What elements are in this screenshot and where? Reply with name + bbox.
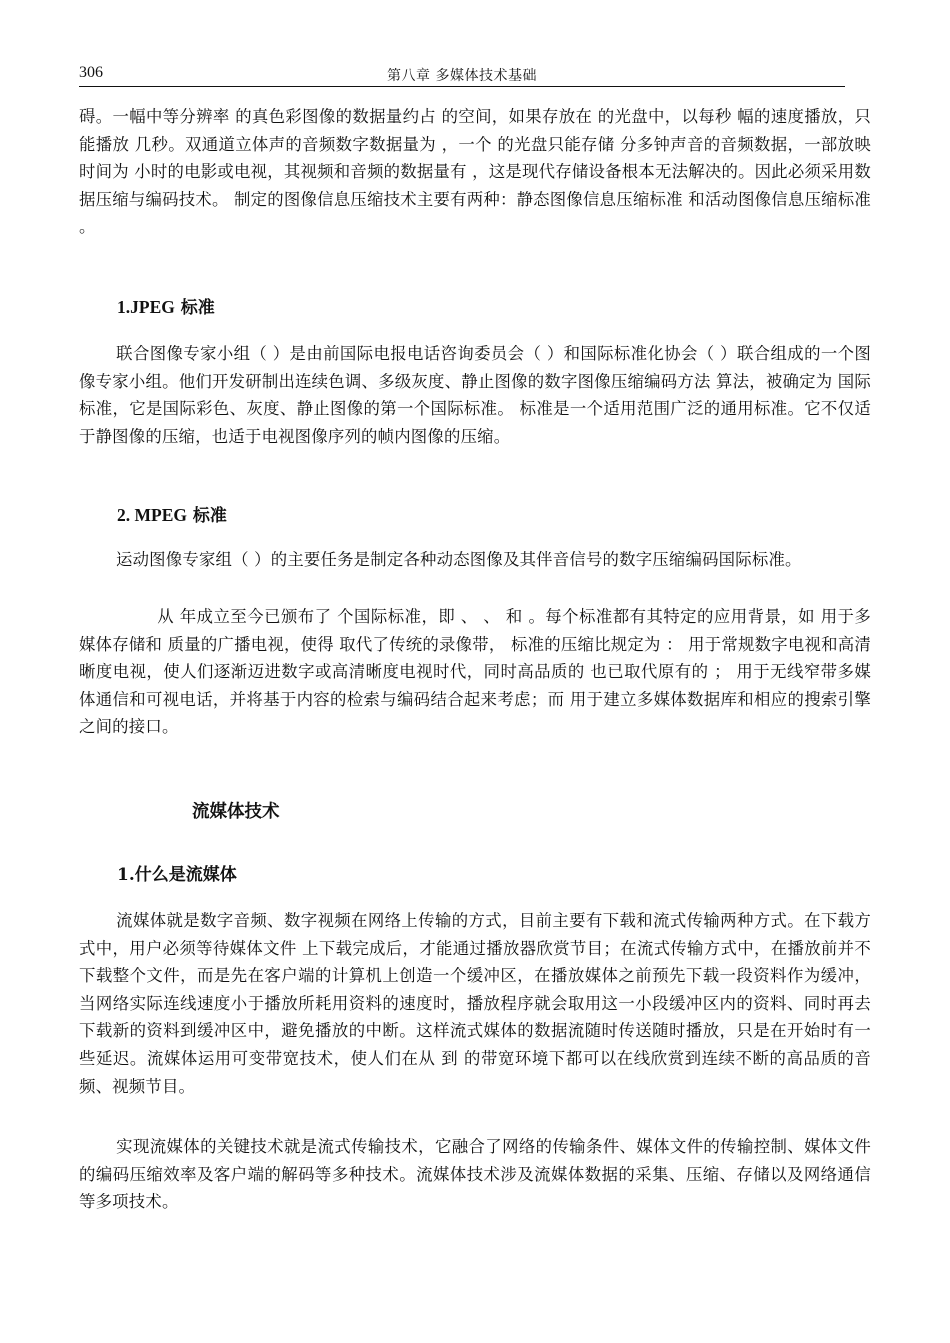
paragraph-jpeg [79, 340, 871, 450]
heading-what-is-streaming: 1.什么是流媒体 [117, 865, 237, 885]
heading-number: 2. MPEG [117, 505, 187, 525]
paragraph-text: 从 年成立至今已颁布了 个国际标准，即 、 、 和 。每个标准都有其特定的应用背景，如 用于多媒体存储和 质量的广播电视，使得 取代了传统的录像带， 标准的压缩比规定为 ： 用于常规数字电视和高清晰度电视，使人们逐渐迈进数字或高清晰度电视时代，同时高品质的 也已取代原有的 ； 用于无线窄带多媒体通信和可视电话，并将基于内容的检索与编码结合起来考虑；而 用于建立多媒体数据库和相应的搜索引擎之间的接口。 [79, 607, 871, 737]
paragraph-data-volume [79, 103, 871, 241]
page-number: 306 [79, 64, 103, 81]
paragraph-streaming-key-tech [79, 1133, 871, 1216]
paragraph-mpeg-intro [79, 546, 871, 574]
chapter-title: 第八章 多媒体技术基础 [387, 68, 537, 84]
paragraph-text: 联合图像专家小组（ ）是由前国际电报电话咨询委员会（ ）和国际标准化协会（ ）联合组成的一个图像专家小组。他们开发研制出连续色调、多级灰度、静止图像的数字图像压缩编码方法 算法，被确定为 国际标准，它是国际彩色、灰度、静止图像的第一个国际标准。 标准是一个适用范围广泛的通用标准。它不仅适于静图像的压缩，也适于电视图像序列的帧内图像的压缩。 [79, 344, 871, 446]
paragraph-text: 流媒体就是数字音频、数字视频在网络上传输的方式，目前主要有下载和流式传输两种方式。在下载方式中，用户必须等待媒体文件 上下载完成后，才能通过播放器欣赏节目；在流式传输方式中，在播放前并不下载整个文件，而是先在客户端的计算机上创造一个缓冲区，在播放媒体之前预先下载一段资料作为缓冲，当网络实际连线速度小于播放所耗用资料的速度时，播放程序就会取用这一小段缓冲区内的资料、同时再去下载新的资料到缓冲区中，避免播放的中断。这样流式媒体的数据流随时传送随时播放，只是在开始时有一些延迟。流媒体运用可变带宽技术，使人们在从 到 的带宽环境下都可以在线欣赏到连续不断的高品质的音频、视频节目。 [79, 911, 871, 1096]
paragraph-text: 实现流媒体的关键技术就是流式传输技术，它融合了网络的传输条件、媒体文件的传输控制、媒体文件的编码压缩效率及客户端的解码等多种技术。流媒体技术涉及流媒体数据的采集、压缩、存储以及网络通信等多项技术。 [79, 1137, 871, 1212]
heading-mpeg [117, 503, 227, 528]
paragraph-streaming-definition [79, 907, 871, 1100]
heading-label: 标准 [180, 298, 215, 318]
section-heading-streaming: 流媒体技术 [192, 802, 280, 822]
heading-jpeg [117, 295, 215, 320]
page-header [79, 64, 845, 87]
paragraph-text: 运动图像专家组（ ）的主要任务是制定各种动态图像及其伴音信号的数字压缩编码国际标准。 [116, 550, 802, 569]
heading-label: 标准 [192, 506, 227, 526]
paragraph-mpeg-standards [79, 603, 871, 741]
paragraph-text: 碍。一幅中等分辨率 的真色彩图像的数据量约占 的空间，如果存放在 的光盘中，以每秒 幅的速度播放，只能播放 几秒。双通道立体声的音频数字数据量为 ，一个 的光盘只能存储 分多钟声音的音频数据，一部放映时间为 小时的电影或电视，其视频和音频的数据量有 ，这是现代存储设备根本无法解决的。因此必须采用数据压缩与编码技术。 制定的图像信息压缩技术主要有两种：静态图像信息压缩标准 和活动图像信息压缩标准 。 [79, 107, 871, 237]
heading-number: 1.JPEG [117, 297, 175, 317]
